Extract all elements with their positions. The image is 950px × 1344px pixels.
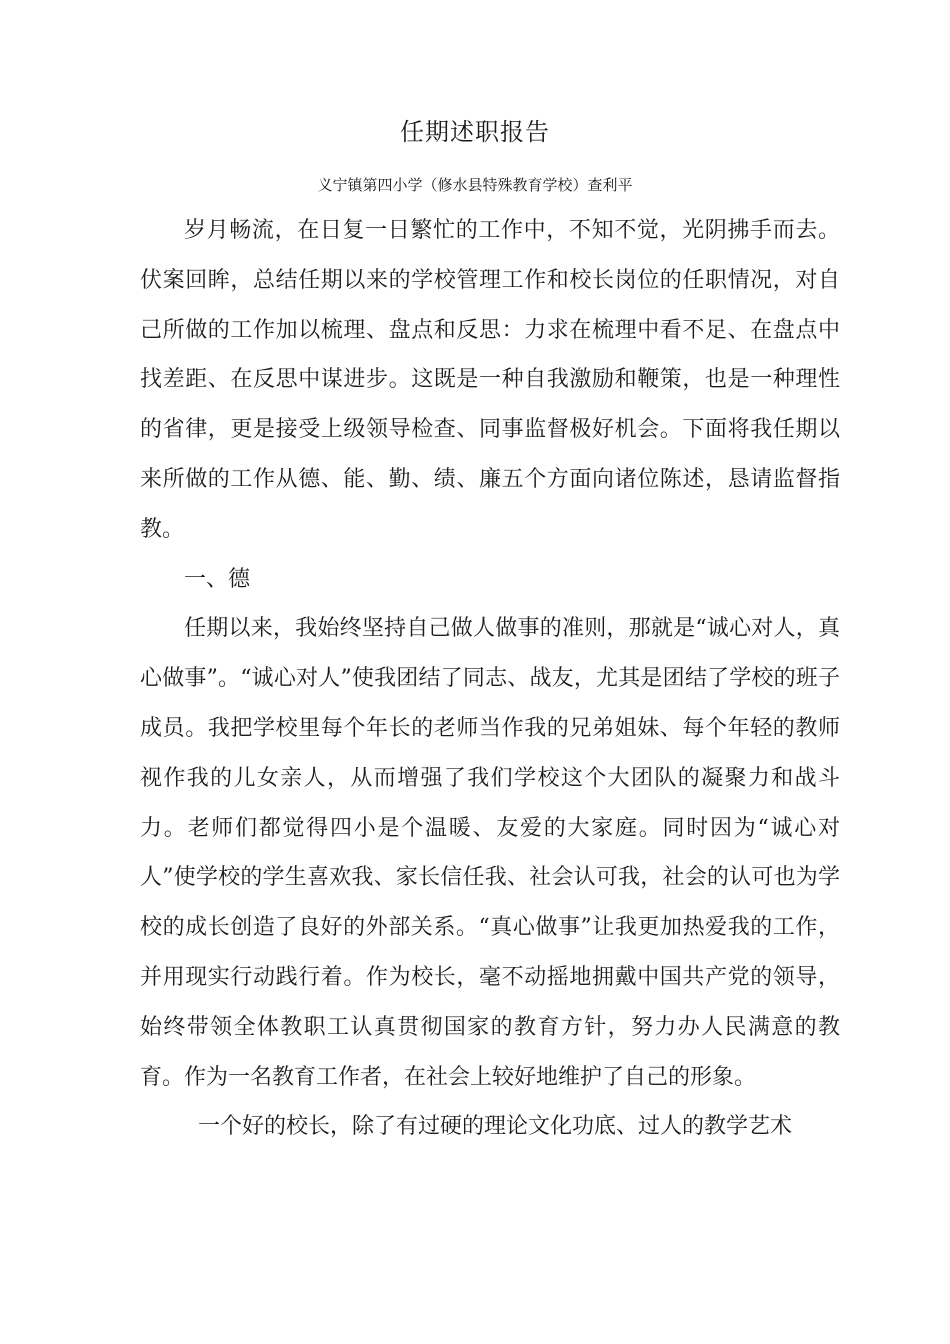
paragraph-intro: 岁月畅流，在日复一日繁忙的工作中，不知不觉，光阴拂手而去。伏案回眸，总结任期以来的学校管理工作和校长岗位的任职情况，对自己所做的工作加以梳理、盘点和反思：力求在梳理中看不足、在盘点中找差距、在反思中谋进步。这既是一种自我激励和鞭策，也是一种理性的省律，更是接受上级领导检查、同事监督极好机会。下面将我任期以来所做的工作从德、能、勤、绩、廉五个方面向诸位陈述，恳请监督指教。 xyxy=(140,218,840,542)
paragraph-good-principal: 一个好的校长，除了有过硬的理论文化功底、过人的教学艺术 xyxy=(198,1114,793,1140)
document-body xyxy=(140,206,840,1152)
document-author-line: 义宁镇第四小学（修水县特殊教育学校）查利平 xyxy=(317,176,633,194)
paragraph-de: 任期以来，我始终坚持自己做人做事的准则，那就是“诚心对人，真心做事”。“诚心对人”使我团结了同志、战友，尤其是团结了学校的班子成员。我把学校里每个年长的老师当作我的兄弟姐妹、每个年轻的教师视作我的儿女亲人，从而增强了我们学校这个大团队的凝聚力和战斗力。老师们都觉得四小是个温暖、友爱的大家庭。同时因为“诚心对人”使学校的学生喜欢我、家长信任我、社会认可我，社会的认可也为学校的成长创造了良好的外部关系。“真心做事”让我更加热爱我的工作，并用现实行动践行着。作为校长，毫不动摇地拥戴中国共产党的领导，始终带领全体教职工认真贯彻国家的教育方针，努力办人民满意的教育。作为一名教育工作者，在社会上较好地维护了自己的形象。 xyxy=(140,616,840,1090)
section-heading-de: 一、德 xyxy=(184,566,251,592)
document-title: 任期述职报告 xyxy=(400,118,550,146)
